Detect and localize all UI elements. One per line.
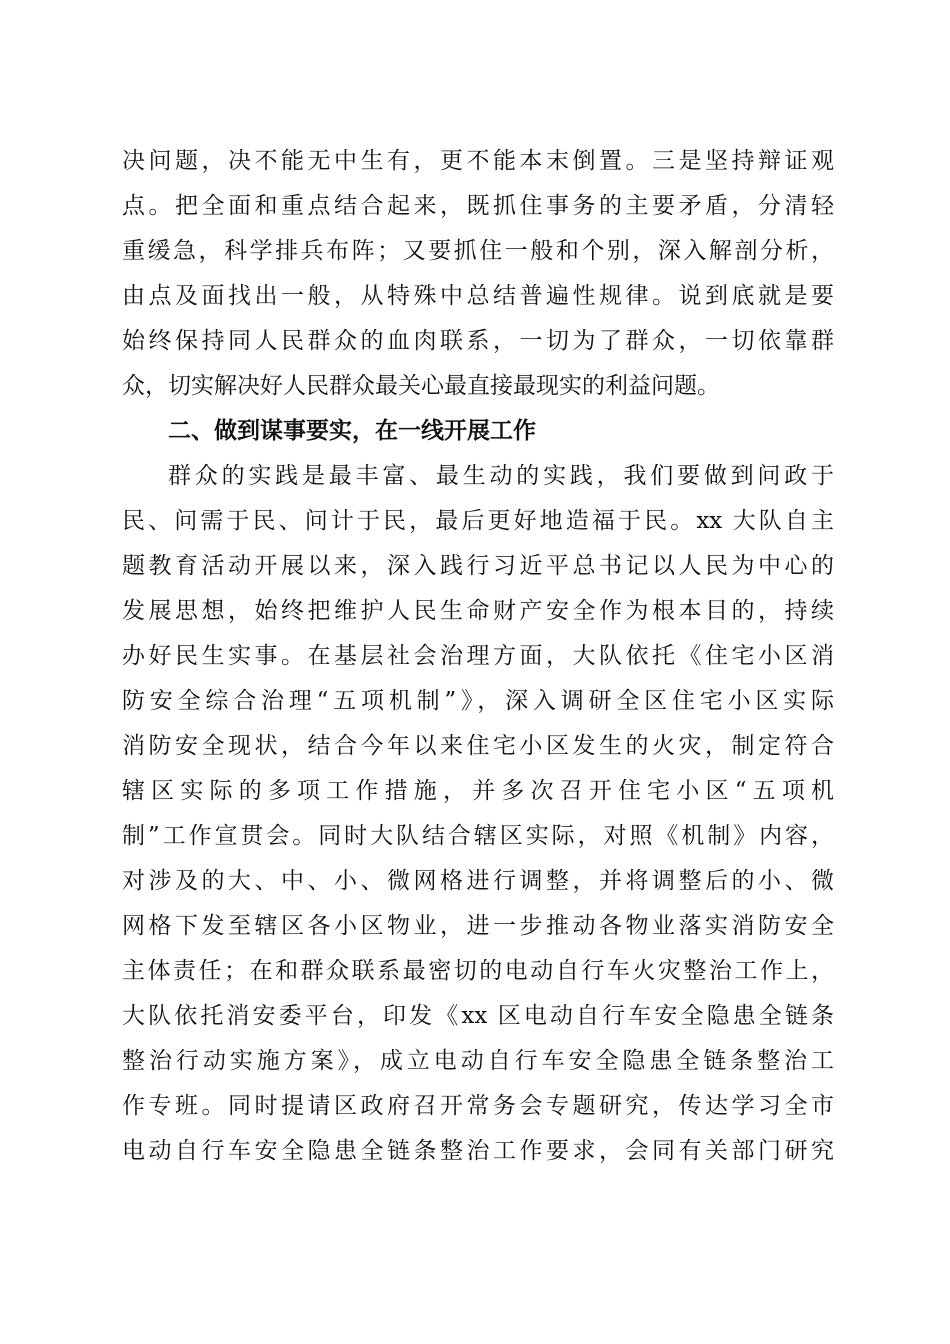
text-line: 办好民生实事。在基层社会治理方面，大队依托《住宅小区消 bbox=[122, 643, 834, 669]
text-line: 民、问需于民、问计于民，最后更好地造福于民。xx 大队自主 bbox=[122, 508, 834, 534]
text-line: 主体责任；在和群众联系最密切的电动自行车火灾整治工作上， bbox=[122, 958, 834, 984]
text-line: 决问题，决不能无中生有，更不能本末倒置。三是坚持辩证观 bbox=[122, 148, 834, 174]
text-line: 群众的实践是最丰富、最生动的实践，我们要做到问政于 bbox=[168, 463, 834, 489]
text-line: 发展思想，始终把维护人民生命财产安全作为根本目的，持续 bbox=[122, 598, 834, 624]
text-line: 网格下发至辖区各小区物业，进一步推动各物业落实消防安全 bbox=[122, 913, 834, 939]
text-line: 电动自行车安全隐患全链条整治工作要求，会同有关部门研究 bbox=[122, 1138, 834, 1164]
text-line: 作专班。同时提请区政府召开常务会专题研究，传达学习全市 bbox=[122, 1093, 834, 1119]
text-line: 众，切实解决好人民群众最关心最直接最现实的利益问题。 bbox=[122, 373, 720, 399]
text-line: 始终保持同人民群众的血肉联系，一切为了群众，一切依靠群 bbox=[122, 328, 834, 354]
text-line: 制”工作宣贯会。同时大队结合辖区实际，对照《机制》内容， bbox=[122, 823, 834, 849]
document-body bbox=[122, 139, 834, 1174]
text-line: 重缓急，科学排兵布阵；又要抓住一般和个别，深入解剖分析， bbox=[122, 238, 834, 264]
text-line: 大队依托消安委平台，印发《xx 区电动自行车安全隐患全链条 bbox=[122, 1003, 834, 1029]
text-line: 辖区实际的多项工作措施，并多次召开住宅小区“五项机 bbox=[122, 778, 834, 804]
text-line: 防安全综合治理“五项机制”》，深入调研全区住宅小区实际 bbox=[122, 688, 834, 714]
text-line: 整治行动实施方案》，成立电动自行车安全隐患全链条整治工 bbox=[122, 1048, 834, 1074]
text-line: 消防安全现状，结合今年以来住宅小区发生的火灾，制定符合 bbox=[122, 733, 834, 759]
text-line: 题教育活动开展以来，深入践行习近平总书记以人民为中心的 bbox=[122, 553, 834, 579]
section-heading: 二、做到谋事要实，在一线开展工作 bbox=[168, 418, 536, 444]
text-line: 对涉及的大、中、小、微网格进行调整，并将调整后的小、微 bbox=[122, 868, 834, 894]
text-line: 由点及面找出一般，从特殊中总结普遍性规律。说到底就是要 bbox=[122, 283, 834, 309]
text-line: 点。把全面和重点结合起来，既抓住事务的主要矛盾，分清轻 bbox=[122, 193, 834, 219]
